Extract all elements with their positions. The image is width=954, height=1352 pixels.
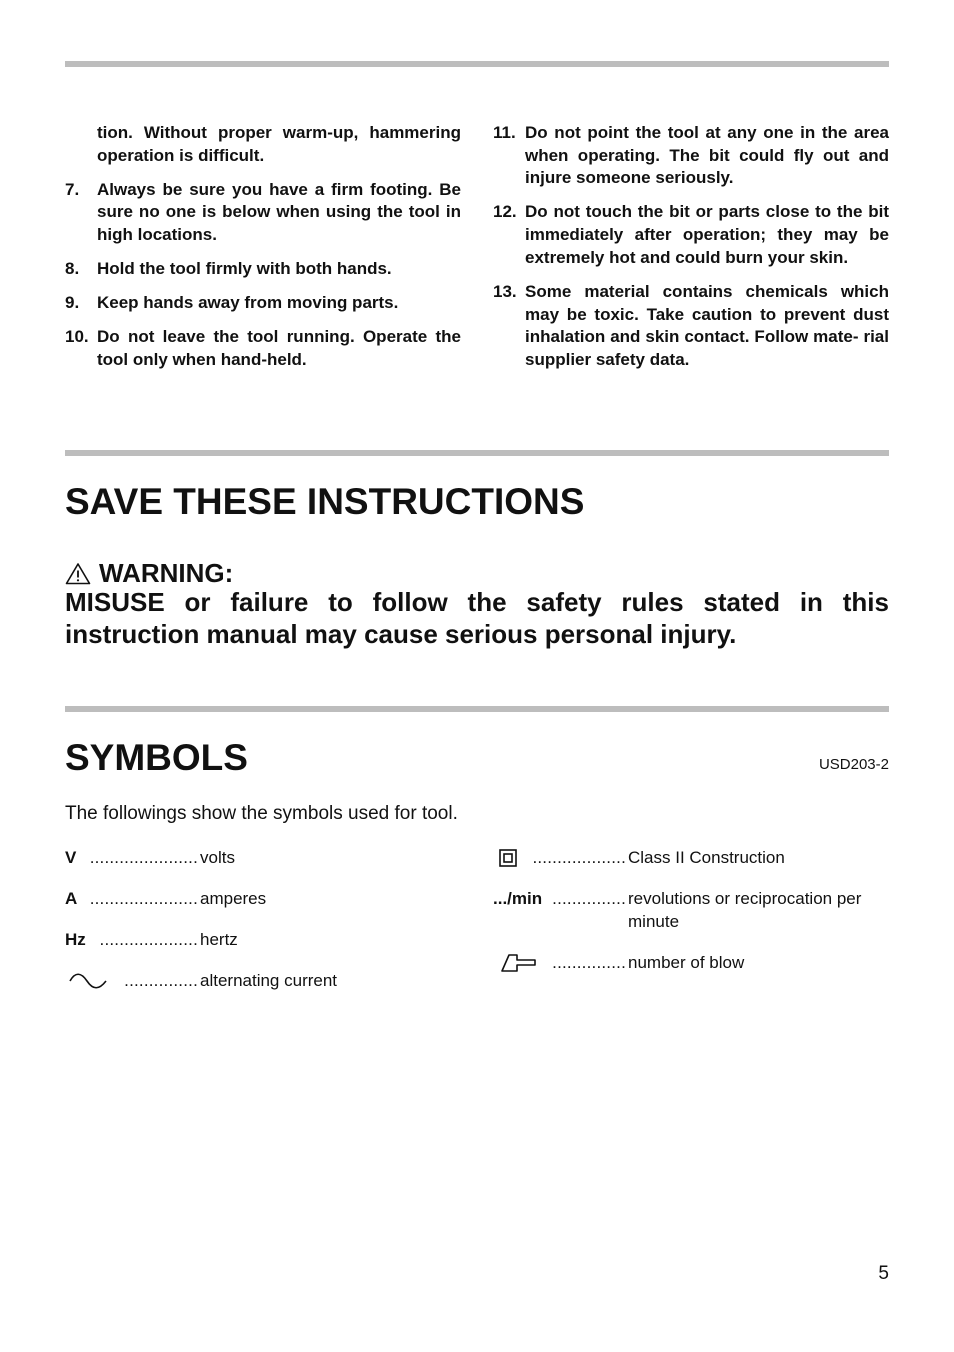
symbol-row-number-of-blow bbox=[493, 951, 889, 974]
symbol-row-hertz bbox=[65, 928, 395, 951]
section-rule bbox=[65, 706, 889, 712]
rule-text: tion. Without proper warm-up, hammering operation is difficult. bbox=[97, 123, 461, 165]
symbol-row-volts bbox=[65, 846, 395, 869]
list-item bbox=[65, 292, 461, 315]
warning-label bbox=[65, 558, 233, 588]
symbol-meaning: alternating current bbox=[200, 971, 338, 990]
symbol-meaning: number of blow bbox=[628, 953, 745, 972]
alternating-current-icon bbox=[67, 969, 109, 992]
symbol-meaning: hertz bbox=[200, 930, 238, 949]
list-item bbox=[493, 201, 889, 269]
list-item bbox=[493, 281, 889, 372]
item-number: 7. bbox=[65, 179, 80, 199]
rule-text: Always be sure you have a firm footing. Be sure no one is below when using the tool in high locations. bbox=[97, 179, 461, 245]
class-ii-construction-icon bbox=[499, 849, 517, 867]
item-number: 8. bbox=[65, 259, 80, 279]
safety-rules-right-column bbox=[493, 122, 889, 383]
section-rule bbox=[65, 450, 889, 456]
document-code: USD203-2 bbox=[818, 756, 889, 773]
leader-dots: ............... bbox=[124, 971, 198, 990]
symbols-intro: The followings show the symbols used for tool. bbox=[65, 803, 458, 824]
page-number: 5 bbox=[878, 1263, 889, 1284]
rule-text: Do not touch the bit or parts close to the bit immediately after operation; they may be extremely hot and could burn your skin. bbox=[525, 202, 889, 267]
symbols-heading: SYMBOLS bbox=[65, 737, 248, 778]
item-number: 9. bbox=[65, 293, 80, 313]
top-rule bbox=[65, 61, 889, 67]
leader-dots: ................... bbox=[532, 848, 626, 867]
symbol-meaning: amperes bbox=[200, 889, 267, 908]
rule-text: Do not leave the tool running. Operate the tool only when hand-held. bbox=[97, 327, 461, 369]
rule-text: Hold the tool firmly with both hands. bbox=[97, 259, 392, 279]
symbol-key: A bbox=[65, 889, 78, 908]
symbol-key: Hz bbox=[65, 930, 86, 949]
symbol-meaning: revolutions or reciprocation per minute bbox=[628, 889, 862, 931]
number-of-blow-icon bbox=[499, 950, 543, 974]
warning-label-text: WARNING: bbox=[99, 558, 234, 588]
symbol-row-revolutions bbox=[493, 887, 889, 933]
list-item bbox=[65, 326, 461, 371]
leader-dots: ...................... bbox=[89, 848, 198, 867]
symbol-row-alternating-current bbox=[65, 969, 395, 992]
list-item bbox=[65, 122, 461, 167]
list-item bbox=[65, 179, 461, 247]
symbol-key: .../min bbox=[493, 889, 543, 908]
leader-dots: .................... bbox=[99, 930, 198, 949]
item-number: 13. bbox=[493, 281, 517, 301]
rule-text: Some material contains chemicals which may be toxic. Take caution to prevent dust inhalation and skin contact. Follow mate- rial supplier safety data. bbox=[525, 281, 889, 369]
warning-triangle-icon bbox=[65, 562, 91, 585]
list-item bbox=[493, 122, 889, 190]
item-number: 12. bbox=[493, 202, 517, 222]
rule-text: Do not point the tool at any one in the area when operating. The bit could fly out and injure someone seriously. bbox=[525, 123, 889, 188]
warning-text: MISUSE or failure to follow the safety rules stated in this instruction manual may cause serious personal injury. bbox=[65, 587, 889, 649]
item-number: 11. bbox=[493, 123, 516, 142]
leader-dots: ............... bbox=[552, 953, 626, 972]
rule-text: Keep hands away from moving parts. bbox=[97, 293, 399, 313]
safety-rules-left-column bbox=[65, 122, 461, 383]
save-instructions-heading: SAVE THESE INSTRUCTIONS bbox=[65, 481, 585, 522]
leader-dots: ............... bbox=[552, 889, 626, 908]
list-item bbox=[65, 258, 461, 281]
symbol-row-class-ii bbox=[493, 846, 889, 869]
symbol-row-amperes bbox=[65, 887, 395, 910]
leader-dots: ...................... bbox=[89, 889, 198, 908]
symbol-meaning: Class II Construction bbox=[628, 848, 785, 867]
symbol-meaning: volts bbox=[200, 848, 235, 867]
item-number: 10. bbox=[65, 327, 89, 347]
symbol-key: V bbox=[65, 848, 77, 867]
